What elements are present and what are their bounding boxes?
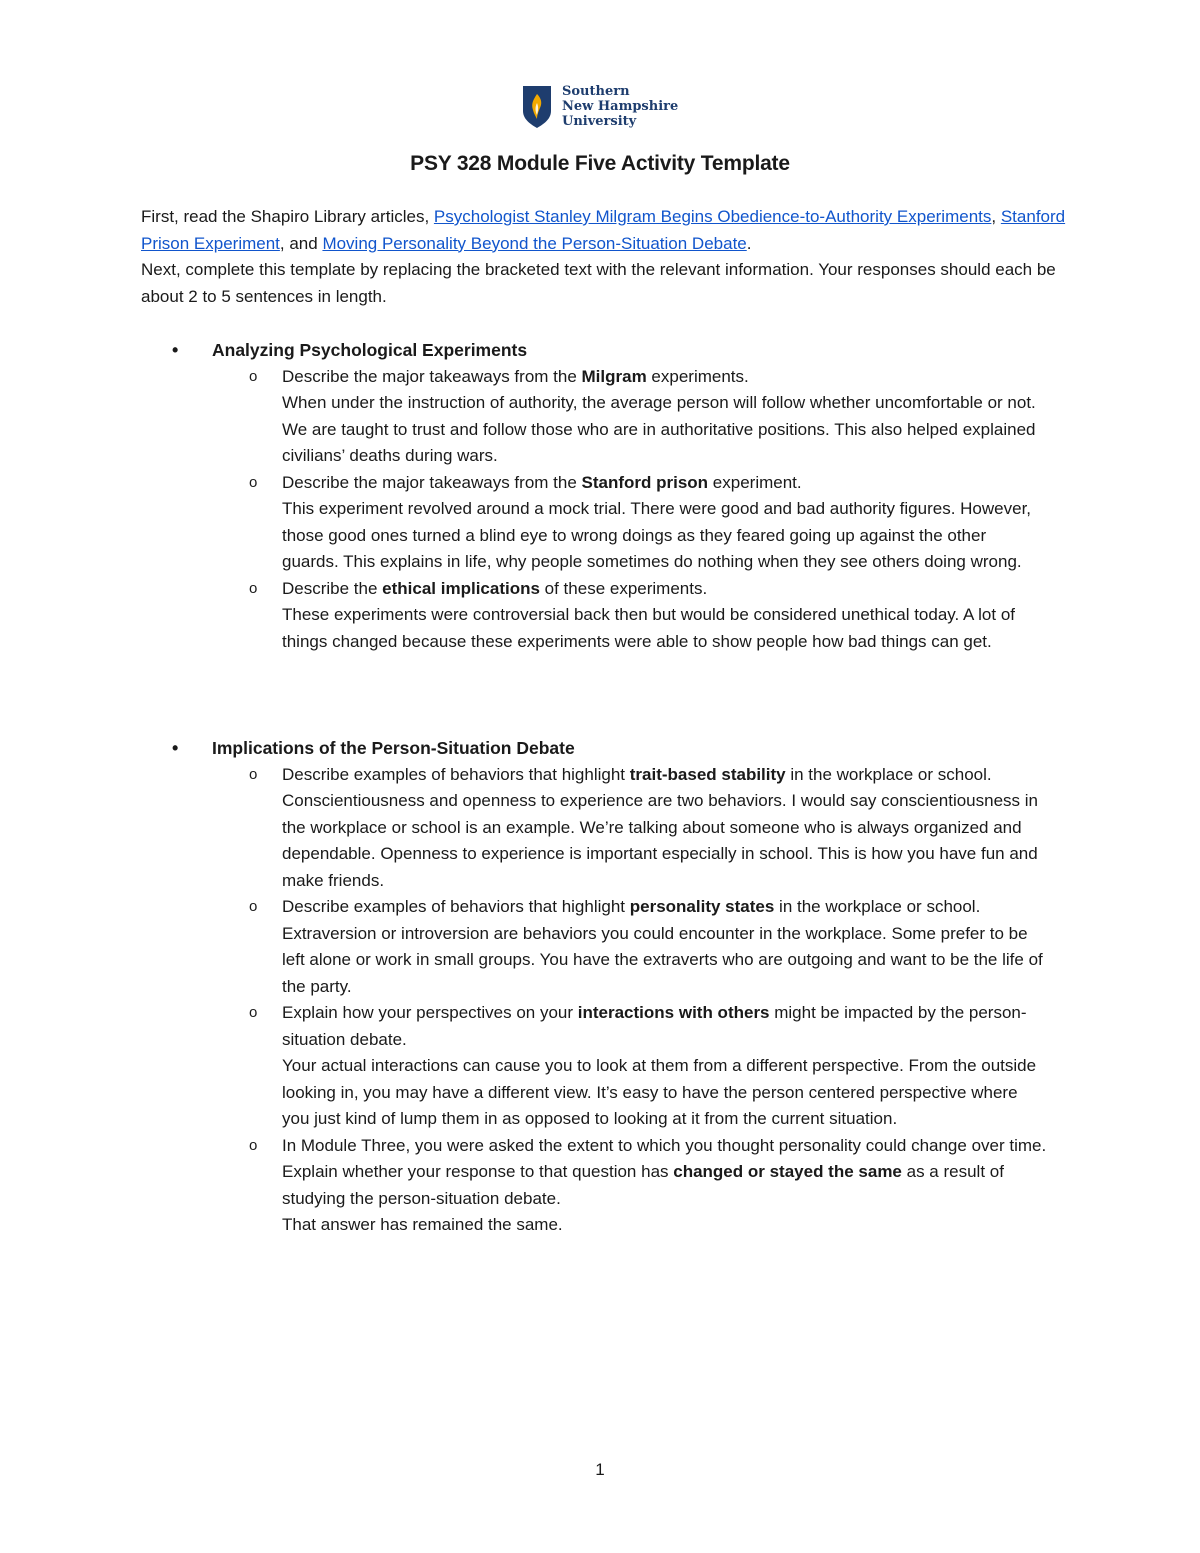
prompt-emphasis: changed or stayed the same: [673, 1162, 902, 1181]
section-heading: [172, 337, 1072, 364]
section-heading-text: Analyzing Psychological Experiments: [212, 340, 528, 360]
prompt-emphasis: interactions with others: [577, 1003, 770, 1022]
link-person-situation-article[interactable]: Moving Personality Beyond the Person-Situation Debate: [322, 233, 747, 253]
snhu-shield-icon: [522, 85, 552, 129]
intro-text-1: First, read the Shapiro Library articles,: [141, 207, 434, 226]
question-prompt: [282, 1000, 1047, 1053]
logo-line-2: New Hampshire: [562, 99, 679, 114]
prompt-text: experiments.: [646, 366, 749, 386]
prompt-text: in the workplace or school.: [785, 764, 992, 784]
intro-text-4: .: [746, 233, 752, 253]
prompt-text: in the workplace or school.: [774, 897, 981, 916]
sub-bullet-icon: o: [249, 1004, 258, 1021]
question-item: [249, 1000, 1047, 1133]
prompt-text: Describe examples of behaviors that highlight: [282, 897, 630, 916]
prompt-text: Describe the major takeaways from the: [282, 472, 582, 492]
sub-bullet-icon: o: [249, 367, 258, 385]
bullet-icon: •: [172, 738, 179, 758]
prompt-emphasis: personality states: [629, 897, 775, 916]
sub-bullet-icon: o: [249, 473, 258, 491]
answer-text[interactable]: That answer has remained the same.: [282, 1215, 563, 1234]
question-item: [249, 894, 1047, 1000]
prompt-text: Describe the: [282, 578, 383, 598]
prompt-text: of these experiments.: [539, 578, 708, 598]
question-item: [249, 762, 1047, 895]
answer-text[interactable]: When under the instruction of authority, the average person will follow whether uncomfortable or not. We are taught to trust and follow those who are in authoritative positions. This also helped explained civilians’ deaths during wars.: [282, 393, 1036, 465]
question-item: [249, 364, 1047, 470]
intro-text-3: , and: [279, 233, 323, 253]
prompt-text: Describe the major takeaways from the: [282, 366, 582, 386]
bullet-icon: •: [172, 340, 179, 360]
section-heading-text: Implications of the Person-Situation Debate: [212, 738, 575, 758]
question-prompt: [282, 894, 1047, 921]
prompt-emphasis: Stanford prison: [581, 472, 709, 492]
prompt-text: might be impacted by the person-situation debate.: [282, 1003, 1027, 1049]
intro-paragraph: [141, 204, 1071, 310]
prompt-emphasis: trait-based stability: [629, 764, 786, 784]
question-prompt: [282, 470, 1047, 497]
question-prompt: [282, 364, 1047, 391]
prompt-emphasis: ethical implications: [382, 578, 540, 598]
sub-bullet-icon: o: [249, 1136, 258, 1154]
sub-bullet-icon: o: [249, 898, 258, 915]
question-item: [249, 576, 1047, 656]
section-person-situation-debate: [172, 735, 1072, 1239]
link-stanford-article[interactable]: Stanford Prison Experiment: [141, 207, 1066, 253]
section-heading: [172, 735, 1072, 762]
prompt-text: as a result of studying the person-situation debate.: [282, 1162, 1004, 1208]
logo-line-1: Southern: [562, 84, 630, 99]
sub-bullet-icon: o: [249, 579, 258, 597]
prompt-text: Describe examples of behaviors that highlight: [282, 764, 630, 784]
section-analyzing-experiments: [172, 337, 1072, 655]
intro-instructions: Next, complete this template by replacing the bracketed text with the relevant information. Your responses should each be about 2 to 5 sentences in length.: [141, 260, 1056, 306]
question-prompt: [282, 576, 1047, 603]
university-logo: [522, 84, 678, 129]
answer-text[interactable]: These experiments were controversial back then but would be considered unethical today. A lot of things changed because these experiments were able to show people how bad things can get.: [282, 605, 1016, 651]
answer-text[interactable]: This experiment revolved around a mock trial. There were good and bad authority figures. However, those good ones turned a blind eye to wrong doings as they feared going up against the other guards. This explains in life, why people sometimes do nothing when they see others doing wrong.: [282, 499, 1032, 571]
question-prompt: [282, 1133, 1047, 1213]
logo-line-3: University: [562, 114, 637, 129]
intro-text-2: ,: [991, 207, 1001, 226]
prompt-text: Explain how your perspectives on your: [282, 1003, 578, 1022]
answer-text[interactable]: Extraversion or introversion are behaviors you could encounter in the workplace. Some prefer to be left alone or work in small groups. You have the extraverts who are outgoing and want to be the life of the party.: [282, 923, 1043, 996]
prompt-text: In Module Three, you were asked the extent to which you thought personality could change over time. Explain whether your response to that question has: [282, 1135, 1047, 1181]
question-prompt: [282, 762, 1047, 789]
answer-text[interactable]: Your actual interactions can cause you to look at them from a different perspective. From the outside looking in, you may have a different view. It’s easy to have the person centered perspective where you just kind of lump them in as opposed to looking at it from the current situation.: [282, 1056, 1037, 1128]
question-item: [249, 1133, 1047, 1239]
link-milgram-article[interactable]: Psychologist Stanley Milgram Begins Obedience-to-Authority Experiments: [433, 207, 992, 226]
prompt-emphasis: Milgram: [581, 366, 647, 386]
answer-text[interactable]: Conscientiousness and openness to experience are two behaviors. I would say conscientiousness in the workplace or school is an example. We’re talking about someone who is always organized and dependable. Openness to experience is important especially in school. This is how you have fun and make friends.: [282, 791, 1039, 890]
page-number: 1: [595, 1460, 605, 1479]
prompt-text: experiment.: [708, 472, 802, 492]
question-item: [249, 470, 1047, 576]
sub-bullet-icon: o: [249, 765, 258, 783]
logo-wordmark: [562, 84, 678, 129]
document-title: PSY 328 Module Five Activity Template: [410, 152, 790, 175]
